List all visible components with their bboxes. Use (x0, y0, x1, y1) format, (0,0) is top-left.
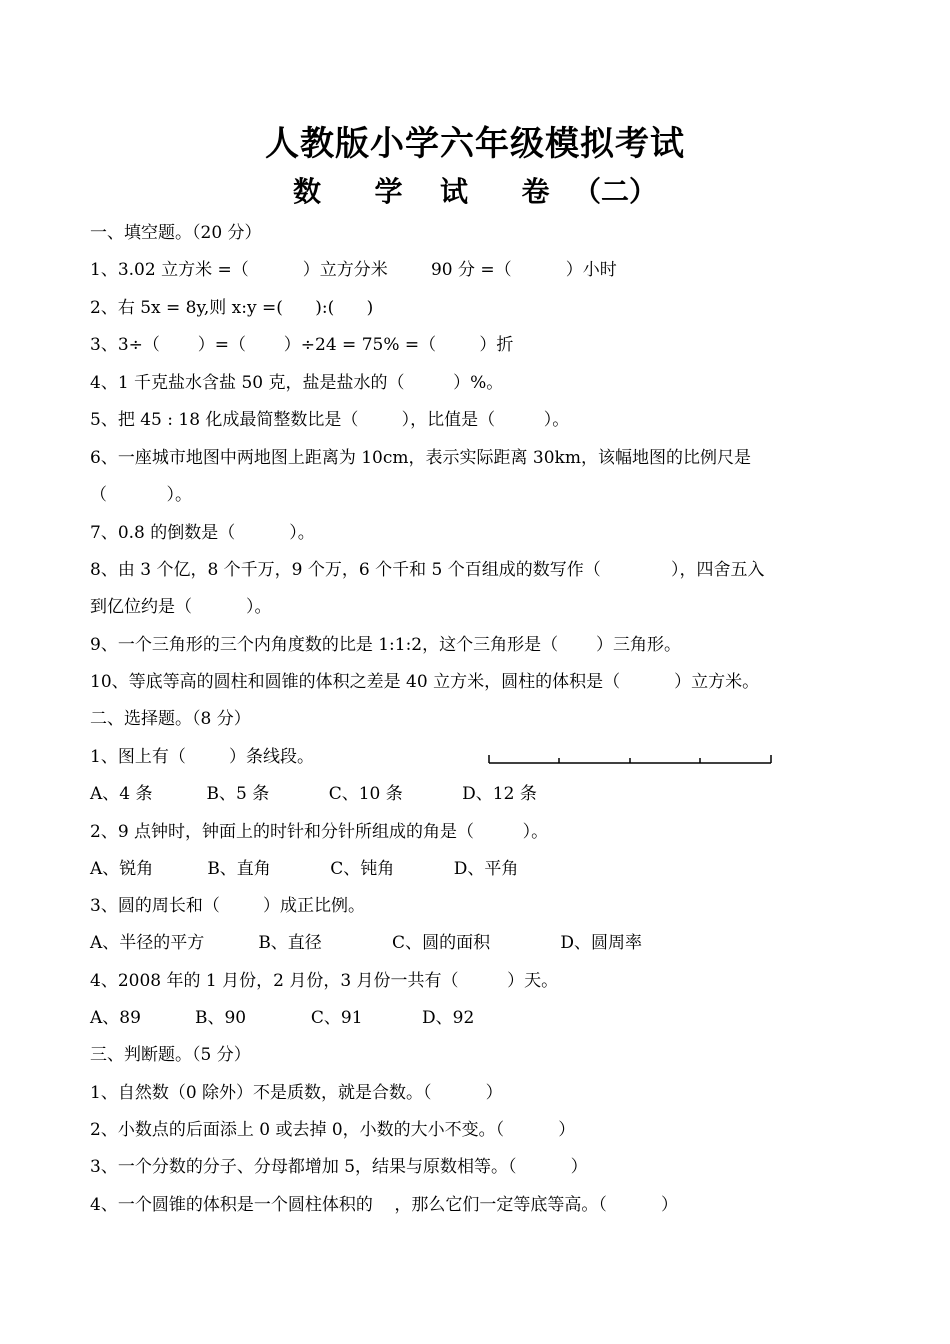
subtitle-char: （二） (573, 175, 658, 208)
subtitle-char: 卷 (521, 175, 550, 208)
question-line: 6、一座城市地图中两地图上距离为 10cm，表示实际距离 30km，该幅地图的比例尺是 (90, 448, 751, 468)
subtitle-char: 试 (439, 175, 468, 208)
question-line: 2、小数点的后面添上 0 或去掉 0，小数的大小不变。（ ） (90, 1120, 576, 1140)
question-line: 到亿位约是（ ）。 (90, 597, 272, 617)
question-line: 10、等底等高的圆柱和圆锥的体积之差是 40 立方米，圆柱的体积是（ ）立方米。 (90, 672, 760, 692)
subtitle-char: 学 (374, 175, 403, 208)
question-line: 7、0.8 的倒数是（ ）。 (90, 523, 315, 543)
question-line: 2、右 5x = 8y,则 x:y =( ):( ) (90, 298, 374, 318)
section-heading-choice: 二、选择题。（8 分） (90, 709, 251, 729)
section-heading-fill: 一、填空题。（20 分） (90, 223, 262, 243)
options-line: A、锐角 B、直角 C、钝角 D、平角 (90, 859, 519, 879)
question-line: 3、3÷（ ）=（ ）÷24 = 75% =（ ）折 (90, 335, 514, 355)
question-line: 4、2008 年的 1 月份，2 月份，3 月份一共有（ ）天。 (90, 971, 559, 991)
question-line: 4、一个圆锥的体积是一个圆柱体积的 ，那么它们一定等底等高。（ ） (90, 1195, 678, 1215)
question-line: 5、把 45 : 18 化成最简整数比是（ ），比值是（ ）。 (90, 410, 570, 430)
question-line: 1、3.02 立方米 =（ ）立方分米 90 分 =（ ）小时 (90, 260, 617, 280)
question-line: 1、自然数（0 除外）不是质数，就是合数。（ ） (90, 1083, 503, 1103)
question-line: 2、9 点钟时，钟面上的时针和分针所组成的角是（ ）。 (90, 822, 549, 842)
options-line: A、半径的平方 B、直径 C、圆的面积 D、圆周率 (90, 933, 642, 953)
options-line: A、4 条 B、5 条 C、10 条 D、12 条 (90, 784, 537, 804)
question-line: 8、由 3 个亿，8 个千万，9 个万，6 个千和 5 个百组成的数写作（ ），四舍五入 (90, 560, 765, 580)
question-line: 1、图上有（ ）条线段。 (90, 747, 315, 767)
section-heading-judge: 三、判断题。（5 分） (90, 1045, 251, 1065)
exam-subtitle (0, 170, 950, 210)
exam-title: 人教版小学六年级模拟考试 (265, 124, 685, 164)
options-line: A、89 B、90 C、91 D、92 (90, 1008, 475, 1028)
question-line: 4、1 千克盐水含盐 50 克，盐是盐水的（ ）%。 (90, 373, 504, 393)
question-line: （ ）。 (90, 485, 192, 505)
question-line: 3、一个分数的分子、分母都增加 5，结果与原数相等。（ ） (90, 1157, 588, 1177)
question-line: 9、一个三角形的三个内角度数的比是 1:1:2，这个三角形是（ ）三角形。 (90, 635, 681, 655)
question-line: 3、圆的周长和（ ）成正比例。 (90, 896, 366, 916)
subtitle-char: 数 (292, 175, 321, 208)
line-segment-figure (488, 752, 772, 764)
